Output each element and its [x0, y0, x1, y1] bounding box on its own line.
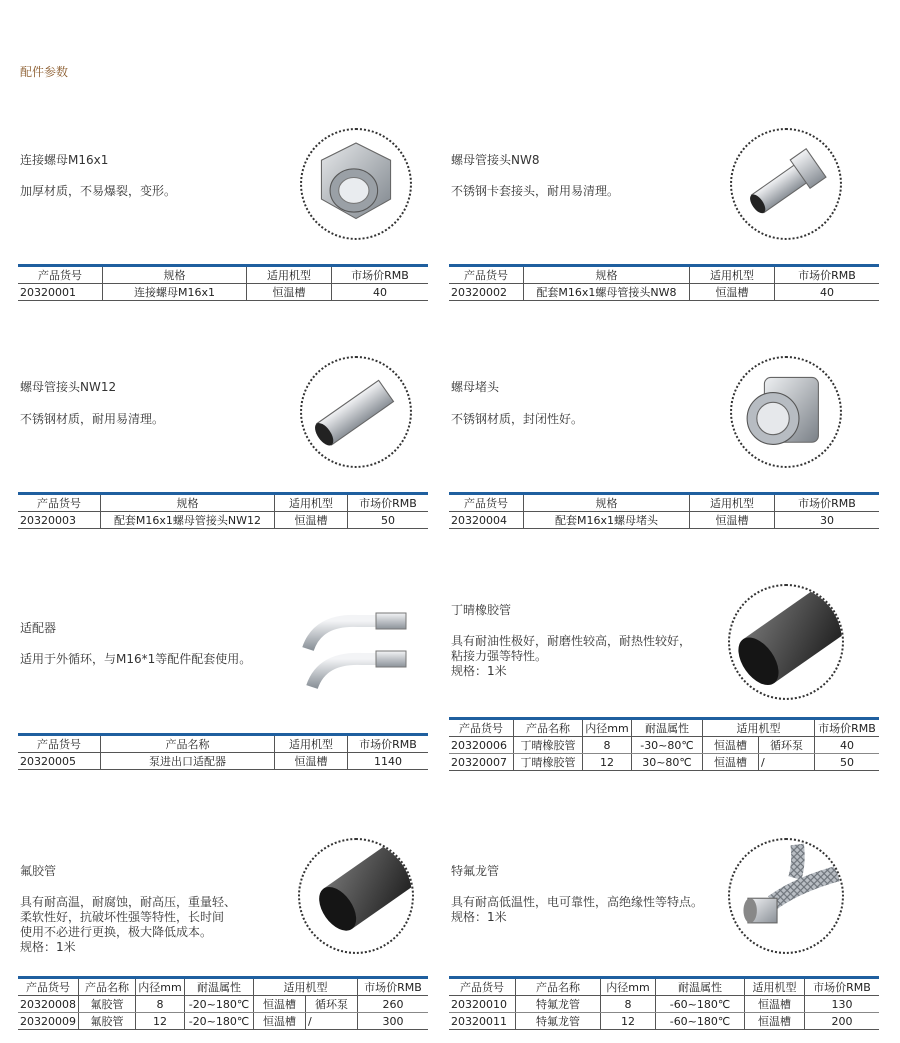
col-header: 市场价RMB — [348, 735, 429, 753]
cell: 50 — [815, 754, 880, 771]
rubber-hose-icon — [728, 584, 844, 700]
hex-nut-icon — [300, 128, 412, 240]
col-header: 适用机型 — [745, 978, 805, 996]
braided-hose-icon — [728, 838, 844, 954]
col-header: 规格 — [103, 266, 247, 284]
cell: 8 — [583, 737, 632, 754]
table-row — [449, 754, 879, 771]
cell: 恒温槽 — [690, 284, 775, 301]
cell: 130 — [805, 996, 880, 1013]
table-row — [449, 512, 879, 529]
product-description: 不锈钢卡套接头，耐用易清理。 — [451, 184, 620, 198]
cell: 循环泵 — [306, 996, 358, 1013]
col-header: 产品名称 — [516, 978, 601, 996]
cell: 配套M16x1螺母管接头NW12 — [101, 512, 275, 529]
cell: 40 — [815, 737, 880, 754]
table-row — [18, 512, 428, 529]
cell: 丁晴橡胶管 — [514, 754, 583, 771]
product-description: 具有耐油性极好，耐磨性较高，耐热性较好， 粘接力强等特性。 规格：1米 — [451, 634, 692, 678]
spec-table — [449, 264, 879, 301]
col-header: 内径mm — [583, 719, 632, 737]
cell: 特氟龙管 — [516, 996, 601, 1013]
col-header: 产品货号 — [449, 719, 514, 737]
hose-barb-fitting-icon — [300, 356, 412, 468]
table-row — [449, 1013, 879, 1030]
col-header: 耐温属性 — [656, 978, 745, 996]
col-header: 市场价RMB — [775, 494, 880, 512]
col-header: 产品名称 — [101, 735, 275, 753]
bent-adapter-icon — [298, 598, 410, 710]
cell: 20320011 — [449, 1013, 516, 1030]
col-header: 内径mm — [136, 978, 185, 996]
table-row — [18, 284, 428, 301]
product-title: 氟胶管 — [20, 864, 57, 878]
table-row — [449, 284, 879, 301]
cell: 特氟龙管 — [516, 1013, 601, 1030]
nut-plug-icon — [730, 356, 842, 468]
cell: 恒温槽 — [703, 737, 759, 754]
col-header: 市场价RMB — [815, 719, 880, 737]
spec-table — [18, 264, 428, 301]
col-header: 产品货号 — [449, 494, 524, 512]
table-row — [18, 1013, 428, 1030]
cell: 恒温槽 — [254, 996, 306, 1013]
cell: 恒温槽 — [247, 284, 332, 301]
cell: 30 — [775, 512, 880, 529]
cell: 恒温槽 — [703, 754, 759, 771]
col-header: 产品货号 — [18, 494, 101, 512]
hose-barb-fitting-icon — [730, 128, 842, 240]
cell: 丁晴橡胶管 — [514, 737, 583, 754]
cell: 40 — [775, 284, 880, 301]
col-header: 适用机型 — [254, 978, 358, 996]
page-title: 配件参数 — [20, 65, 69, 79]
col-header: 产品货号 — [18, 978, 79, 996]
cell: 20320007 — [449, 754, 514, 771]
col-header: 适用机型 — [275, 494, 348, 512]
col-header: 适用机型 — [247, 266, 332, 284]
col-header: 规格 — [101, 494, 275, 512]
cell: 恒温槽 — [690, 512, 775, 529]
cell: 20320003 — [18, 512, 101, 529]
cell: 12 — [136, 1013, 185, 1030]
cell: 配套M16x1螺母堵头 — [524, 512, 690, 529]
cell: 300 — [358, 1013, 429, 1030]
spec-table — [18, 976, 428, 1030]
col-header: 市场价RMB — [332, 266, 429, 284]
col-header: 规格 — [524, 266, 690, 284]
col-header: 产品货号 — [18, 266, 103, 284]
cell: 泵进出口适配器 — [101, 753, 275, 770]
product-description: 加厚材质，不易爆裂，变形。 — [20, 184, 177, 198]
rubber-hose-icon — [298, 838, 414, 954]
col-header: 产品货号 — [18, 735, 101, 753]
cell: 配套M16x1螺母管接头NW8 — [524, 284, 690, 301]
cell: 20320002 — [449, 284, 524, 301]
col-header: 适用机型 — [275, 735, 348, 753]
col-header: 规格 — [524, 494, 690, 512]
cell: 20320010 — [449, 996, 516, 1013]
col-header: 产品名称 — [79, 978, 136, 996]
cell: 恒温槽 — [275, 753, 348, 770]
cell: 12 — [583, 754, 632, 771]
table-row — [449, 737, 879, 754]
cell: 20320008 — [18, 996, 79, 1013]
col-header: 内径mm — [601, 978, 656, 996]
cell: 连接螺母M16x1 — [103, 284, 247, 301]
product-title: 特氟龙管 — [451, 864, 500, 878]
col-header: 市场价RMB — [775, 266, 880, 284]
cell: 8 — [601, 996, 656, 1013]
col-header: 耐温属性 — [632, 719, 703, 737]
product-title: 螺母管接头NW12 — [20, 380, 117, 394]
cell: 50 — [348, 512, 429, 529]
product-description: 不锈钢材质，封闭性好。 — [451, 412, 584, 426]
cell: 恒温槽 — [745, 1013, 805, 1030]
cell: 20320004 — [449, 512, 524, 529]
cell: 恒温槽 — [745, 996, 805, 1013]
col-header: 市场价RMB — [805, 978, 880, 996]
col-header: 耐温属性 — [185, 978, 254, 996]
spec-table — [449, 976, 879, 1030]
product-title: 螺母管接头NW8 — [451, 153, 540, 167]
product-description: 适用于外循环，与M16*1等配件配套使用。 — [20, 652, 252, 666]
cell: / — [759, 754, 815, 771]
table-row — [18, 753, 428, 770]
product-title: 丁晴橡胶管 — [451, 603, 512, 617]
table-row — [449, 996, 879, 1013]
cell: 20320001 — [18, 284, 103, 301]
cell: -20~180℃ — [185, 1013, 254, 1030]
cell: 20320006 — [449, 737, 514, 754]
cell: -30~80℃ — [632, 737, 703, 754]
cell: 循环泵 — [759, 737, 815, 754]
cell: 40 — [332, 284, 429, 301]
col-header: 产品货号 — [449, 266, 524, 284]
col-header: 产品货号 — [449, 978, 516, 996]
cell: 氟胶管 — [79, 1013, 136, 1030]
cell: 氟胶管 — [79, 996, 136, 1013]
cell: 恒温槽 — [275, 512, 348, 529]
col-header: 适用机型 — [703, 719, 815, 737]
spec-table — [449, 717, 879, 771]
col-header: 市场价RMB — [358, 978, 429, 996]
spec-table — [18, 733, 428, 770]
cell: / — [306, 1013, 358, 1030]
cell: 30~80℃ — [632, 754, 703, 771]
table-row — [18, 996, 428, 1013]
cell: -60~180℃ — [656, 1013, 745, 1030]
cell: 8 — [136, 996, 185, 1013]
cell: 20320009 — [18, 1013, 79, 1030]
col-header: 产品名称 — [514, 719, 583, 737]
product-description: 不锈钢材质，耐用易清理。 — [20, 412, 165, 426]
cell: 20320005 — [18, 753, 101, 770]
col-header: 市场价RMB — [348, 494, 429, 512]
product-title: 螺母堵头 — [451, 380, 500, 394]
spec-table — [449, 492, 879, 529]
cell: -20~180℃ — [185, 996, 254, 1013]
cell: 12 — [601, 1013, 656, 1030]
cell: 恒温槽 — [254, 1013, 306, 1030]
cell: 200 — [805, 1013, 880, 1030]
product-title: 适配器 — [20, 621, 57, 635]
product-description: 具有耐高低温性，电可靠性，高绝缘性等特点。 规格：1米 — [451, 895, 704, 924]
product-description: 具有耐高温，耐腐蚀，耐高压，重量轻、 柔软性好，抗破坏性强等特性，长时间 使用不必进行更换，极大降低成本。 规格：1米 — [20, 895, 237, 954]
cell: 260 — [358, 996, 429, 1013]
cell: 1140 — [348, 753, 429, 770]
product-title: 连接螺母M16x1 — [20, 153, 109, 167]
cell: -60~180℃ — [656, 996, 745, 1013]
spec-table — [18, 492, 428, 529]
col-header: 适用机型 — [690, 266, 775, 284]
col-header: 适用机型 — [690, 494, 775, 512]
